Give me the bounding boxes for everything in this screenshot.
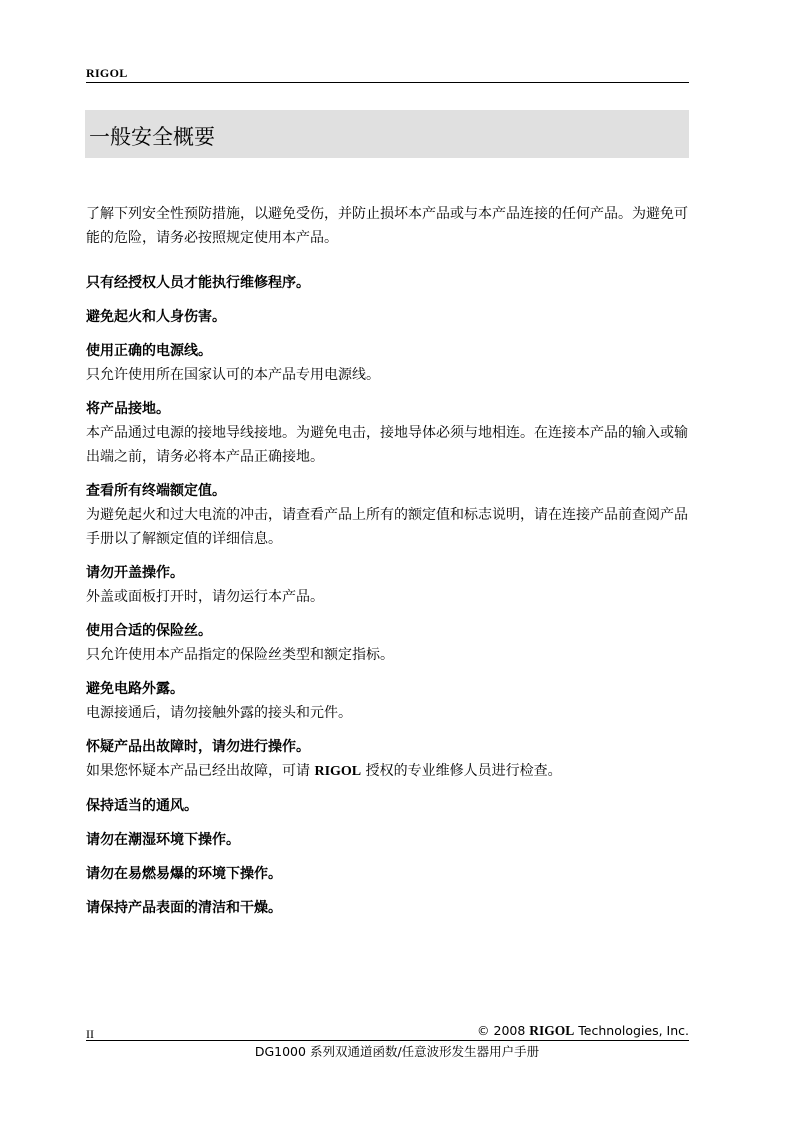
safety-item: [86, 561, 690, 609]
brand-name: RIGOL: [314, 764, 362, 779]
intro-paragraph: 了解下列安全性预防措施，以避免受伤，并防止损坏本产品或与本产品连接的任何产品。为避免可能的危险，请务必按照规定使用本产品。: [86, 206, 688, 246]
item-heading: 避免起火和人身伤害。: [86, 309, 226, 325]
safety-item: [86, 271, 690, 295]
safety-item: [86, 305, 690, 329]
item-heading: 只有经授权人员才能执行维修程序。: [86, 275, 310, 291]
safety-item: [86, 896, 690, 920]
footer-rule: [86, 1040, 689, 1041]
safety-item: [86, 862, 690, 886]
item-body: [86, 759, 690, 784]
item-heading: 怀疑产品出故障时，请勿进行操作。: [86, 739, 310, 755]
item-heading: 请保持产品表面的清洁和干燥。: [86, 900, 282, 916]
copyright: [477, 1023, 689, 1039]
item-body: 为避免起火和过大电流的冲击，请查看产品上所有的额定值和标志说明，请在连接产品前查阅产品手册以了解额定值的详细信息。: [86, 507, 688, 547]
item-heading: 查看所有终端额定值。: [86, 483, 226, 499]
safety-item: [86, 397, 690, 469]
item-body: 只允许使用本产品指定的保险丝类型和额定指标。: [86, 647, 394, 663]
manual-title: DG1000 系列双通道函数/任意波形发生器用户手册: [254, 1044, 540, 1059]
item-heading: 请勿开盖操作。: [86, 565, 184, 581]
copyright-text: © 2008: [477, 1023, 530, 1038]
item-heading: 将产品接地。: [86, 401, 170, 417]
safety-item: [86, 479, 690, 551]
item-body-text: 如果您怀疑本产品已经出故障，可请: [86, 763, 315, 779]
item-heading: 请勿在易燃易爆的环境下操作。: [86, 866, 282, 882]
page-number: II: [86, 1027, 94, 1041]
content: [86, 202, 690, 930]
item-body: 电源接通后，请勿接触外露的接头和元件。: [86, 705, 352, 721]
title-band: [85, 110, 689, 158]
item-heading: 请勿在潮湿环境下操作。: [86, 832, 240, 848]
safety-item: [86, 619, 690, 667]
item-heading: 避免电路外露。: [86, 681, 184, 697]
copyright-brand: RIGOL: [529, 1023, 575, 1038]
safety-item: [86, 794, 690, 818]
safety-item: [86, 735, 690, 784]
header-brand: RIGOL: [86, 66, 128, 80]
header-rule: [86, 82, 689, 83]
item-body: 只允许使用所在国家认可的本产品专用电源线。: [86, 367, 380, 383]
item-heading: 保持适当的通风。: [86, 798, 198, 814]
item-heading: 使用合适的保险丝。: [86, 623, 212, 639]
page-title: 一般安全概要: [89, 125, 215, 149]
item-body: 本产品通过电源的接地导线接地。为避免电击，接地导体必须与地相连。在连接本产品的输入或输出端之前，请务必将本产品正确接地。: [86, 425, 688, 465]
safety-item: [86, 339, 690, 387]
copyright-text: Technologies, Inc.: [574, 1023, 689, 1038]
safety-item: [86, 677, 690, 725]
item-body-text: 授权的专业维修人员进行检查。: [361, 763, 562, 779]
item-heading: 使用正确的电源线。: [86, 343, 212, 359]
item-body: 外盖或面板打开时，请勿运行本产品。: [86, 589, 324, 605]
safety-item: [86, 828, 690, 852]
